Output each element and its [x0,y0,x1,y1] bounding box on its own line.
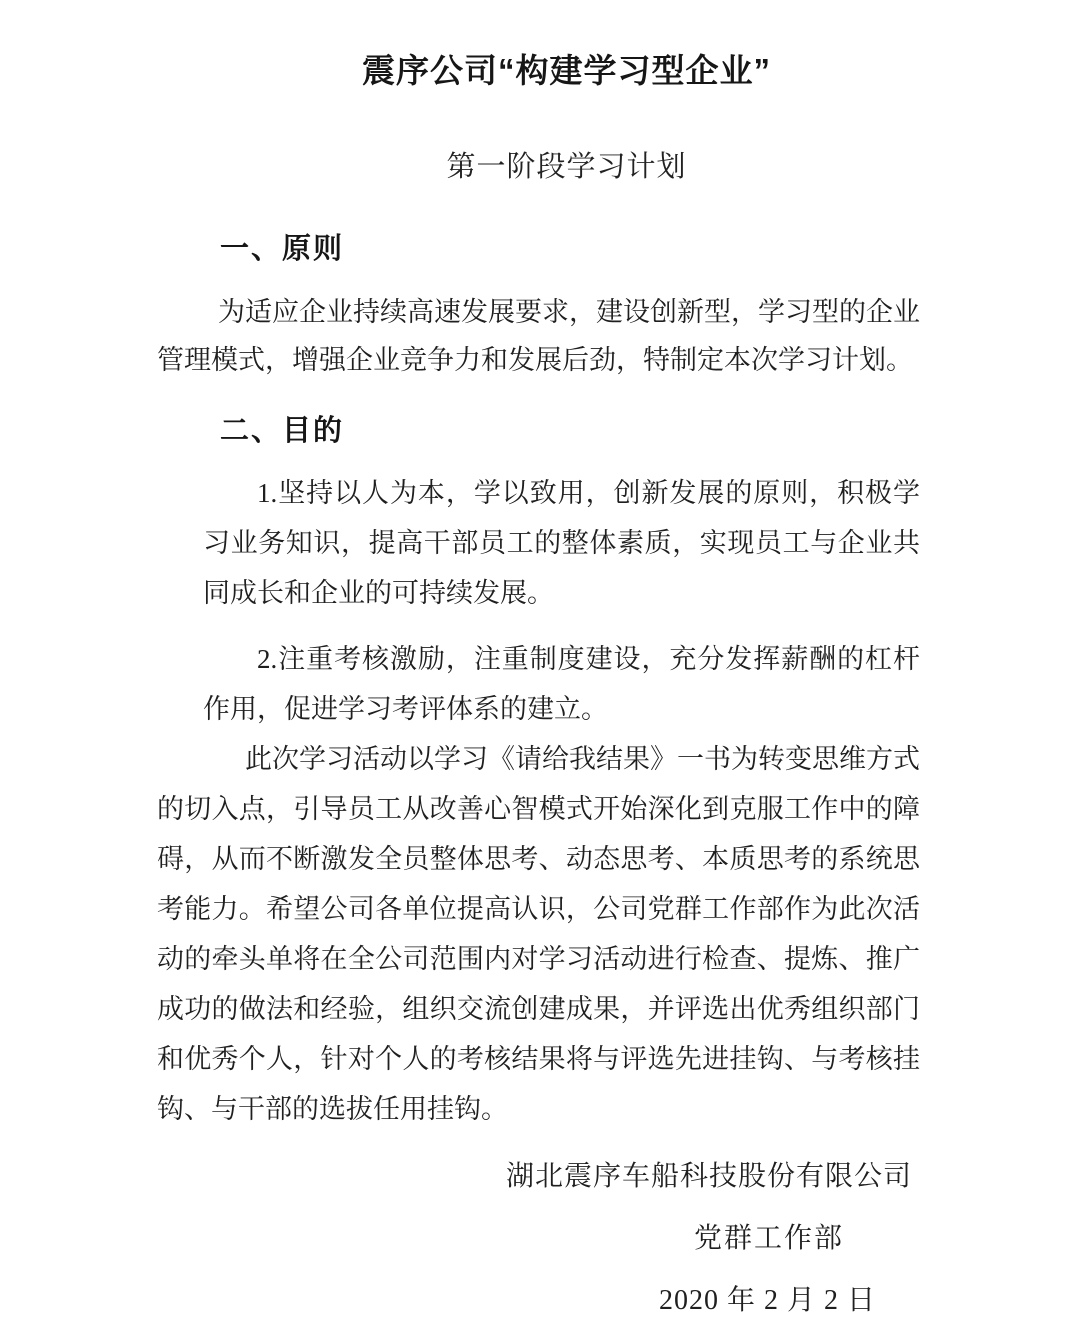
closing-paragraph: 此次学习活动以学习《请给我结果》一书为转变思维方式的切入点，引导员工从改善心智模式开始深化到克服工作中的障碍，从而不断激发全员整体思考、动态思考、本质思考的系统思考能力。希望公司各单位提高认识，公司党群工作部作为此次活动的牵头单将在全公司范围内对学习活动进行检查、提炼、推广成功的做法和经验，组织交流创建成果，并评选出优秀组织部门和优秀个人，针对个人的考核结果将与评选先进挂钩、与考核挂钩、与干部的选拔任用挂钩。 [157,744,920,1124]
document-title: 震序公司“构建学习型企业” [362,52,771,89]
section-heading-principles: 一、原则 [220,233,345,265]
signature-company: 湖北震序车船科技股份有限公司 [505,1161,912,1192]
principles-paragraph: 为适应企业持续高速发展要求，建设创新型，学习型的企业管理模式，增强企业竞争力和发展后劲，特制定本次学习计划。 [157,297,920,375]
signature-department: 党群工作部 [693,1223,844,1254]
section-heading-purpose: 二、目的 [220,415,345,447]
purpose-item-1: 1.坚持以人为本，学以致用，创新发展的原则，积极学习业务知识，提高干部员工的整体素质，实现员工与企业共同成长和企业的可持续发展。 [203,478,920,608]
signature-date: 2020 年 2 月 2 日 [658,1285,876,1316]
signature-block [157,1160,920,1318]
purpose-item-2: 2.注重考核激励，注重制度建设，充分发挥薪酬的杠杆作用，促进学习考评体系的建立。 [203,644,920,724]
document-subtitle: 第一阶段学习计划 [446,151,687,183]
